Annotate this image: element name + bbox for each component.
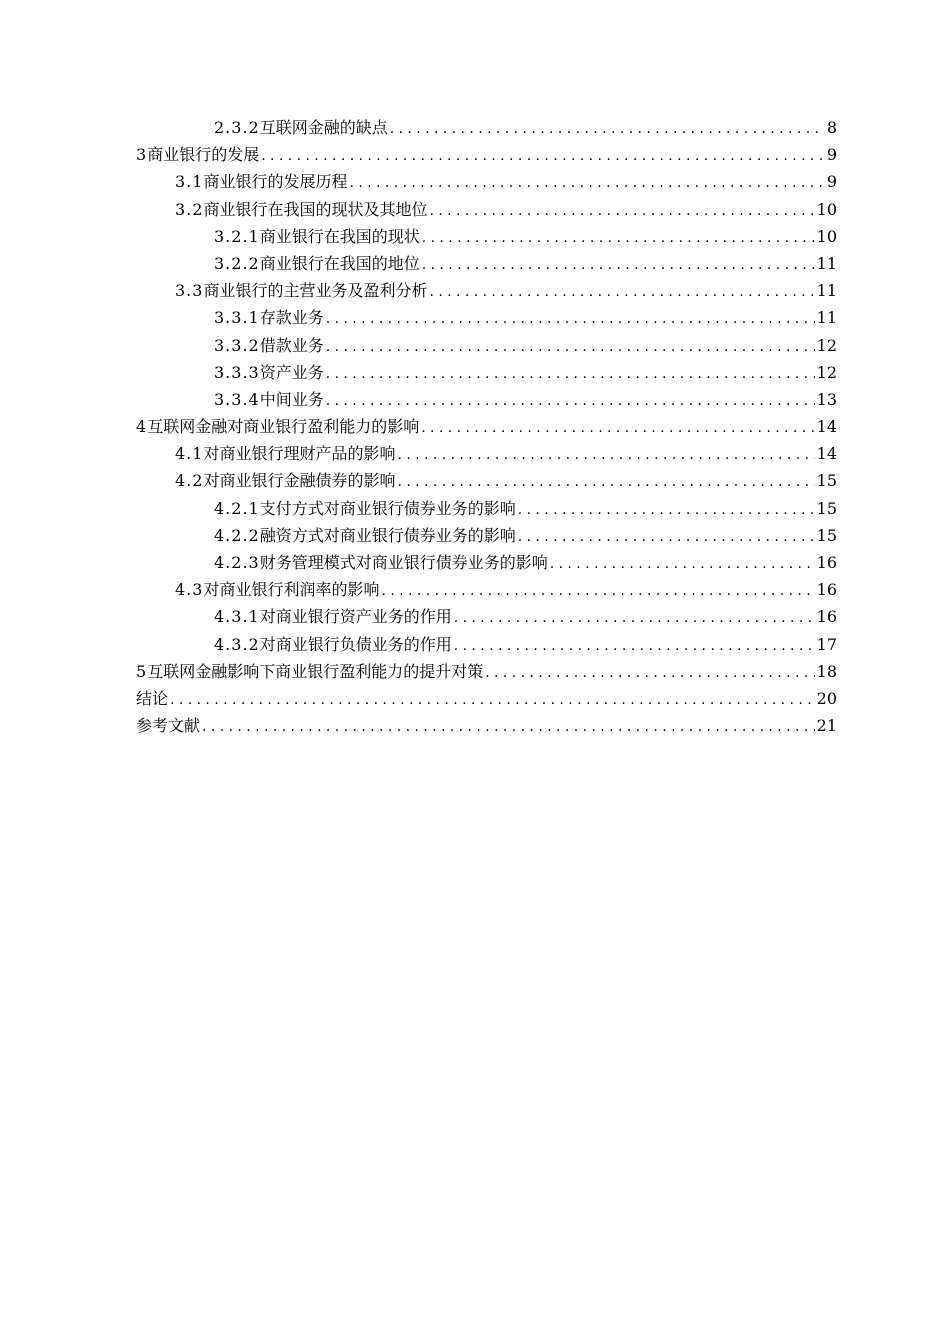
toc-entry-title: 对商业银行理财产品的影响 [203,444,396,464]
toc-dot-leader [326,306,815,333]
toc-entry-title: 融资方式对商业银行债券业务的影响 [259,525,516,545]
toc-entry-page: 10 [816,199,837,219]
toc-entry[interactable] [0,576,950,603]
toc-entry-title: 商业银行的主营业务及盈利分析 [203,281,428,301]
toc-entry-title: 商业银行在我国的地位 [259,253,420,273]
toc-entry-number: 3.2.1 [214,226,260,246]
toc-entry[interactable] [0,332,950,359]
toc-dot-leader [397,469,814,496]
toc-entry-title: 互联网金融对商业银行盈利能力的影响 [147,417,420,437]
toc-entry-number: 3.3.3 [214,362,260,382]
toc-entry-title: 商业银行的发展历程 [203,172,348,192]
toc-entry[interactable] [0,685,950,712]
toc-entry[interactable] [0,141,950,168]
toc-entry-number: 4.3.2 [214,634,260,654]
toc-entry-number: 4.3.1 [214,607,260,627]
toc-entry[interactable] [0,712,950,739]
toc-entry-page: 12 [816,362,837,382]
toc-dot-leader [397,442,814,469]
toc-dot-leader [429,279,814,306]
toc-entry[interactable] [0,467,950,494]
toc-entry-title: 资产业务 [259,362,324,382]
toc-entry-number: 5 [136,661,148,681]
toc-entry-number: 3 [136,145,148,165]
toc-entry-title: 参考文献 [136,716,201,736]
toc-entry-title: 财务管理模式对商业银行债券业务的影响 [259,553,548,572]
toc-entry-page: 14 [816,444,837,464]
toc-entry[interactable] [0,223,950,250]
toc-entry-title: 对商业银行利润率的影响 [203,580,380,600]
toc-dot-leader [326,361,815,388]
toc-entry-title: 互联网金融的缺点 [259,118,388,137]
toc-dot-leader [485,660,814,687]
toc-entry-number: 4.2.3 [214,553,260,572]
toc-entry-page: 11 [816,308,837,328]
toc-entry[interactable] [0,631,950,658]
toc-dot-leader [454,605,815,632]
toc-entry-page: 15 [816,525,837,545]
toc-entry[interactable] [0,549,950,576]
toc-entry-page: 13 [816,389,837,409]
toc-entry-title: 互联网金融影响下商业银行盈利能力的提升对策 [147,661,484,681]
toc-entry-number: 4 [136,417,148,437]
toc-entry-title: 对商业银行金融债券的影响 [203,471,396,491]
toc-dot-leader [326,388,815,415]
toc-dot-leader [422,252,815,279]
toc-entry-title: 存款业务 [259,308,324,328]
toc-entry-number: 3.2 [175,199,204,219]
toc-entry-title: 商业银行在我国的现状及其地位 [203,199,428,219]
toc-entry-title: 结论 [136,688,169,708]
toc-entry-page: 21 [816,716,837,736]
toc-entry-number: 4.2 [175,471,204,491]
toc-dot-leader [381,578,814,605]
toc-dot-leader [518,497,815,524]
toc-dot-leader [429,198,814,225]
toc-dot-leader [349,170,824,197]
toc-entry-number: 3.1 [175,172,204,192]
toc-entry[interactable] [0,440,950,467]
toc-entry[interactable] [0,359,950,386]
toc-entry-page: 11 [816,281,837,301]
toc-entry-page: 16 [816,580,837,600]
toc-entry[interactable] [0,304,950,331]
toc-dot-leader [202,714,815,741]
toc-entry-number: 3.3.4 [214,389,260,409]
toc-dot-leader [518,524,815,551]
table-of-contents [0,114,950,739]
toc-entry-title: 借款业务 [259,335,324,355]
toc-entry-number: 4.3 [175,580,204,600]
toc-dot-leader [454,633,815,660]
toc-entry-title: 商业银行在我国的现状 [259,226,420,246]
toc-entry-page: 12 [816,335,837,355]
toc-entry-page: 16 [816,553,837,572]
toc-entry-number: 4.2.2 [214,525,260,545]
toc-entry-page: 15 [816,471,837,491]
toc-entry-page: 15 [816,498,837,518]
toc-entry[interactable] [0,522,950,549]
toc-dot-leader [261,143,825,170]
toc-entry-title: 对商业银行资产业务的作用 [259,607,452,627]
toc-dot-leader [422,225,815,252]
toc-dot-leader [170,687,815,714]
toc-entry-page: 10 [816,226,837,246]
toc-entry-number: 3.2.2 [214,253,260,273]
toc-entry-number: 4.1 [175,444,204,464]
toc-entry-number: 2.3.2 [214,118,260,137]
toc-entry-title: 对商业银行负债业务的作用 [259,634,452,654]
toc-entry-page: 16 [816,607,837,627]
toc-entry-title: 中间业务 [259,389,324,409]
toc-entry-page: 8 [826,118,837,137]
toc-entry-number: 3.3.2 [214,335,260,355]
toc-entry[interactable] [0,658,950,685]
toc-entry-page: 17 [816,634,837,654]
toc-entry[interactable] [0,603,950,630]
toc-entry[interactable] [0,277,950,304]
toc-entry-number: 3.3 [175,281,204,301]
toc-entry-title: 商业银行的发展 [147,145,260,165]
toc-dot-leader [390,116,825,143]
toc-entry[interactable] [0,196,950,223]
toc-entry[interactable] [0,413,950,440]
toc-entry[interactable] [0,168,950,195]
toc-entry-page: 11 [816,253,837,273]
toc-entry-page: 14 [816,417,837,437]
toc-dot-leader [326,334,815,361]
toc-entry[interactable] [0,250,950,277]
toc-entry-number: 4.2.1 [214,498,260,518]
toc-entry-page: 20 [816,688,837,708]
toc-entry[interactable] [0,114,950,141]
toc-entry[interactable] [0,495,950,522]
toc-entry-number: 3.3.1 [214,308,260,328]
toc-entry-page: 9 [826,172,837,192]
toc-dot-leader [421,415,814,442]
toc-entry-page: 18 [816,661,837,681]
toc-entry-page: 9 [826,145,837,165]
toc-entry[interactable] [0,386,950,413]
toc-entry-title: 支付方式对商业银行债券业务的影响 [259,498,516,518]
toc-dot-leader [550,551,815,578]
